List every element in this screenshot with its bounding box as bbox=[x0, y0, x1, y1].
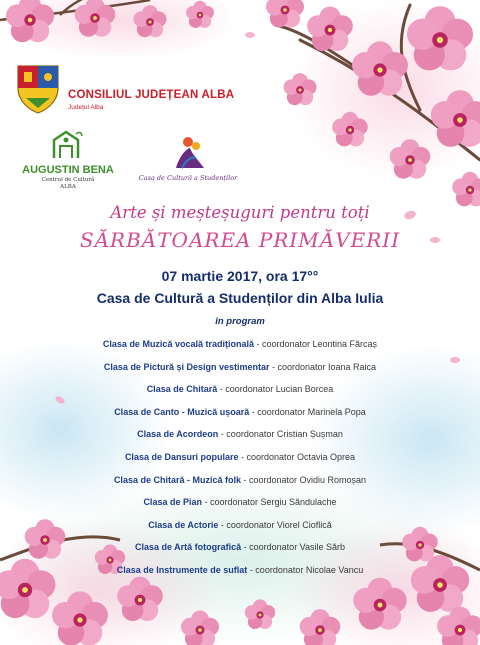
program-item bbox=[0, 384, 480, 394]
program-coordinator: - coordonator Nicolae Vancu bbox=[247, 565, 364, 575]
augustin-bena-logo-icon bbox=[48, 128, 84, 162]
program-label: în program bbox=[215, 316, 265, 327]
program-item bbox=[0, 565, 480, 575]
program-coordinator: - coordonator Sergiu Săndulache bbox=[201, 497, 337, 508]
org1-name: AUGUSTIN BENA bbox=[22, 164, 114, 176]
program-class: Clasa de Dansuri populare bbox=[124, 452, 239, 462]
casa-studentilor-logo-icon bbox=[162, 134, 218, 172]
program-class: Clasa de Pictură și Design vestimentar bbox=[103, 361, 270, 372]
program-item bbox=[0, 407, 480, 417]
program-item bbox=[0, 362, 480, 372]
program-item bbox=[0, 339, 480, 349]
program-item bbox=[0, 429, 480, 439]
program-class: Clasa de Chitară bbox=[146, 384, 218, 395]
program-class: Clasa de Pian bbox=[143, 497, 202, 508]
org1-subtitle: Centrul de Cultură bbox=[41, 177, 95, 183]
program-item bbox=[0, 497, 480, 507]
program-class: Clasa de Muzică vocală tradițională bbox=[102, 339, 254, 349]
event-title: SĂRBĂTOAREA PRIMĂVERII bbox=[79, 228, 401, 252]
program-coordinator: - coordonator Cristian Șușman bbox=[218, 429, 343, 440]
org1-subtitle-city: ALBA bbox=[60, 184, 76, 190]
program-coordinator: - coordonator Leontina Fărcaș bbox=[253, 339, 378, 349]
event-venue: Casa de Cultură a Studenților din Alba Iulia bbox=[96, 290, 384, 306]
program-coordinator: - coordonator Viorel Cioflică bbox=[218, 519, 332, 530]
council-name: CONSILIUL JUDEȚEAN ALBA bbox=[68, 89, 235, 101]
program-item bbox=[0, 452, 480, 462]
program-coordinator: - coordonator Ovidiu Romoșan bbox=[240, 474, 367, 485]
program-coordinator: - coordonator Ioana Raica bbox=[269, 361, 377, 372]
program-item bbox=[0, 542, 480, 552]
coat-of-arms-icon bbox=[16, 62, 60, 114]
program-coordinator: - coordonator Marinela Popa bbox=[249, 406, 366, 417]
org2-name: Casa de Cultură a Studenților bbox=[138, 174, 238, 182]
program-item bbox=[0, 475, 480, 485]
event-date: 07 martie 2017, ora 17°° bbox=[161, 268, 319, 284]
program-class: Clasa de Instrumente de suflat bbox=[116, 565, 248, 575]
program-item bbox=[0, 520, 480, 530]
program-coordinator: - coordonator Vasile Sărb bbox=[241, 542, 346, 553]
council-subtitle: Județul Alba bbox=[68, 104, 104, 111]
program-class: Clasa de Acordeon bbox=[137, 429, 219, 440]
program-class: Clasa de Chitară - Muzică folk bbox=[113, 474, 241, 485]
program-class: Clasa de Actorie bbox=[148, 519, 219, 530]
program-class: Clasa de Canto - Muzică ușoară bbox=[114, 406, 250, 417]
program-coordinator: - coordonator Lucian Borcea bbox=[217, 384, 334, 395]
event-subtitle: Arte și meșteșuguri pentru toți bbox=[110, 203, 370, 222]
program-coordinator: - coordonator Octavia Oprea bbox=[238, 452, 356, 462]
program-class: Clasa de Artă fotografică bbox=[134, 542, 242, 553]
